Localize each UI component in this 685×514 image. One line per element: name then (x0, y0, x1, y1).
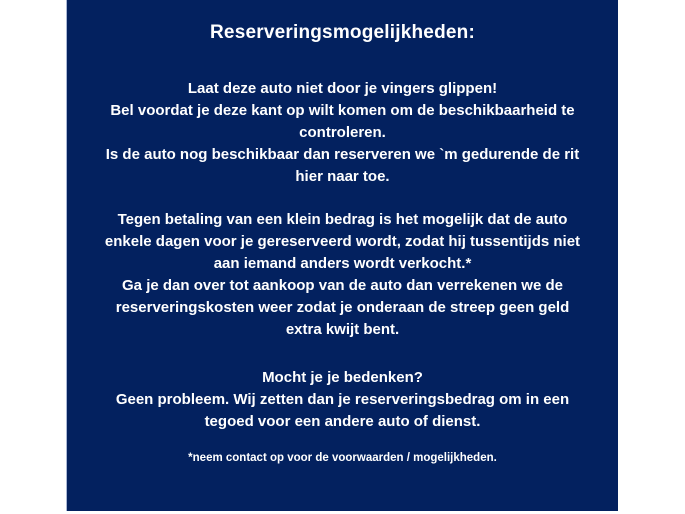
text-line: extra kwijt bent. (285, 321, 400, 338)
panel-title: Reserveringsmogelijkheden: (210, 22, 475, 43)
paragraph-reservation-fee (67, 209, 618, 341)
text-line: Geen probleem. Wij zetten dan je reserveringsbedrag om in een (115, 391, 570, 408)
text-line: tegoed voor een andere auto of dienst. (204, 413, 481, 430)
text-line: hier naar toe. (295, 168, 390, 185)
text-line: Tegen betaling van een klein bedrag is het mogelijk dat de auto (117, 211, 568, 228)
text-line: controleren. (299, 124, 386, 141)
reservation-info-panel (66, 0, 618, 511)
text-line: Mocht je je bedenken? (262, 369, 423, 386)
text-line: reserveringskosten weer zodat je onderaan de streep geen geld (115, 299, 570, 316)
paragraph-availability (67, 78, 618, 188)
text-line: Ga je dan over tot aankoop van de auto dan verrekenen we de (122, 277, 563, 294)
text-line: Bel voordat je deze kant op wilt komen om de beschikbaarheid te (110, 102, 575, 119)
text-line: aan iemand anders wordt verkocht.* (213, 255, 472, 272)
text-line: Laat deze auto niet door je vingers glippen! (187, 80, 498, 97)
text-line: Is de auto nog beschikbaar dan reserveren we `m gedurende de rit (105, 146, 580, 163)
paragraph-change-of-mind (67, 367, 618, 433)
footnote-text: *neem contact op voor de voorwaarden / mogelijkheden. (188, 452, 497, 464)
text-line: enkele dagen voor je gereserveerd wordt, zodat hij tussentijds niet (104, 233, 581, 250)
